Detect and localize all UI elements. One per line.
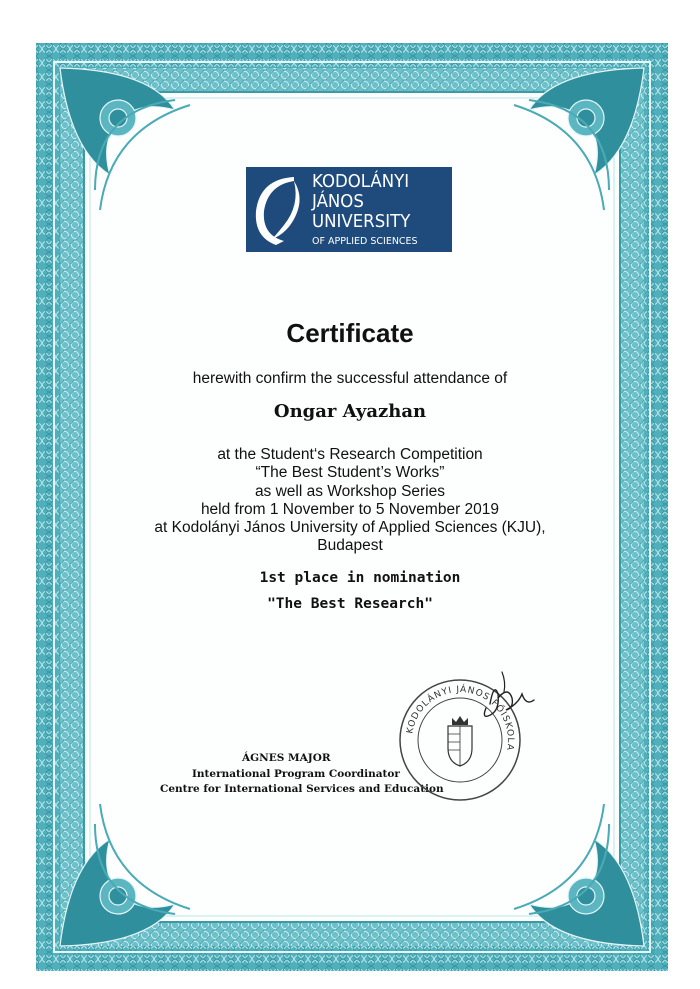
recipient-name: Ongar Ayazhan bbox=[273, 401, 427, 422]
event-line: at Kodolányi János University of Applied Sciences (KJU), bbox=[154, 519, 546, 537]
university-logo bbox=[246, 167, 452, 252]
event-line: as well as Workshop Series bbox=[254, 482, 446, 500]
event-line: at the Student‘s Research Competition bbox=[217, 446, 483, 463]
signatory-name: ÁGNES MAJOR bbox=[242, 752, 331, 764]
event-line: “The Best Student’s Works” bbox=[255, 464, 445, 482]
logo-line-1: KODOLÁNYI bbox=[312, 171, 410, 192]
event-line: Budapest bbox=[317, 537, 383, 555]
logo-wordmark bbox=[312, 173, 419, 247]
logo-mark-icon bbox=[254, 175, 308, 247]
award-line-1: 1st place in nomination bbox=[259, 570, 461, 586]
signatory-department: Centre for International Services and Education bbox=[160, 783, 444, 795]
logo-line-3: UNIVERSITY bbox=[312, 211, 411, 232]
seal-text: KODOLÁNYI JÁNOS FŐISKOLA bbox=[405, 684, 516, 752]
intro-text: herewith confirm the successful attendance of bbox=[192, 370, 508, 387]
event-description bbox=[100, 446, 600, 556]
signatory-role: International Program Coordinator bbox=[192, 767, 400, 780]
certificate-title: Certificate bbox=[286, 318, 414, 348]
logo-line-2: JÁNOS bbox=[312, 191, 364, 212]
logo-line-4: OF APPLIED SCIENCES bbox=[312, 236, 418, 247]
award-line-2: "The Best Research" bbox=[267, 596, 433, 612]
event-line: held from 1 November to 5 November 2019 bbox=[200, 500, 500, 518]
official-seal-icon bbox=[398, 668, 538, 808]
